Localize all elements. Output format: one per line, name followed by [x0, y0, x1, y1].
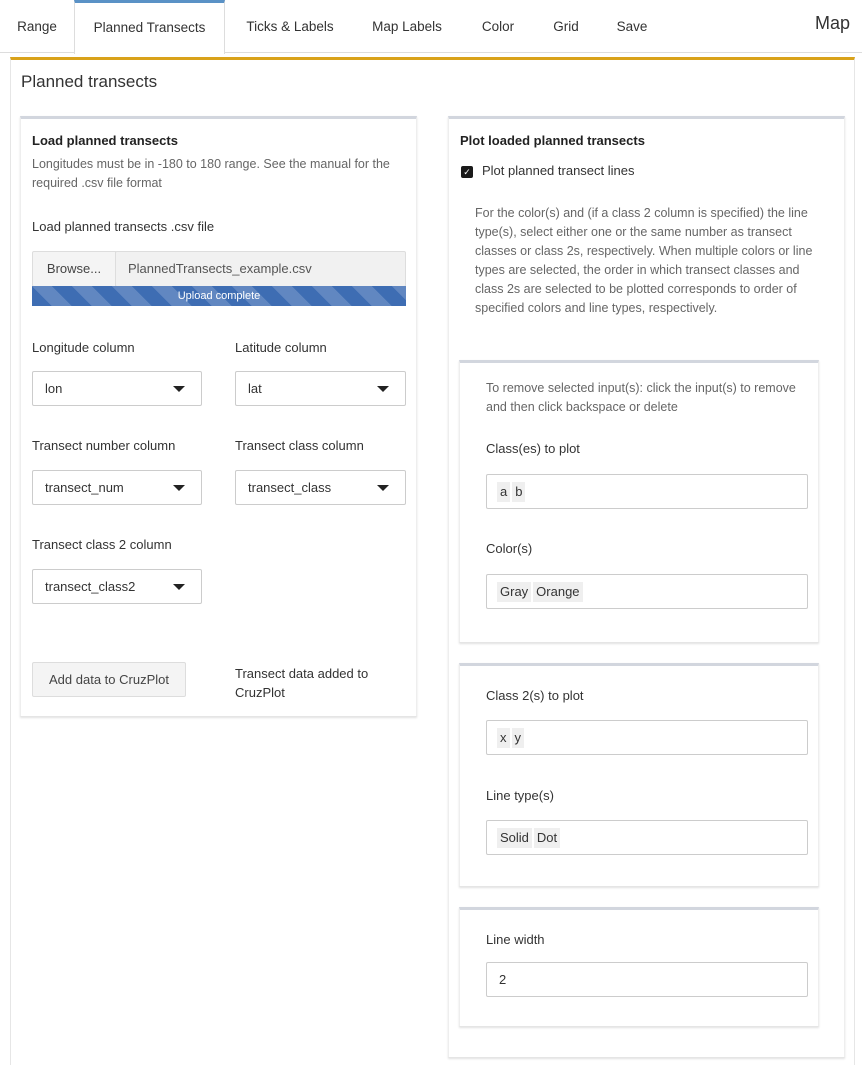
tab-color[interactable]: Color	[481, 19, 515, 34]
tab-planned-transects[interactable]: Planned Transects	[74, 0, 225, 54]
plot-box-title: Plot loaded planned transects	[460, 133, 645, 148]
colors-label: Color(s)	[486, 541, 533, 556]
transect-number-column-label: Transect number column	[32, 438, 176, 453]
transect-class2-column-value: transect_class2	[45, 579, 136, 594]
classes-label: Class(es) to plot	[486, 441, 580, 456]
class2-select[interactable]	[486, 720, 808, 755]
plot-transects-box	[448, 116, 845, 1058]
chevron-down-icon	[377, 386, 389, 392]
tab-grid[interactable]: Grid	[553, 19, 579, 34]
panel-title: Planned transects	[21, 72, 158, 91]
linetype-select[interactable]	[486, 820, 808, 855]
upload-progress-bar: Upload complete	[32, 286, 406, 306]
plot-lines-checkbox[interactable]: ✓	[461, 166, 473, 178]
linetype-chip[interactable]: Solid	[497, 828, 532, 848]
plot-help-text: For the color(s) and (if a class 2 column is specified) the line type(s), select either one or the same number as transect classes or class 2s, respectively. When multiple colors or line types are selected, the order in which transect classes and class 2s are selected to be plotted corresponds to order of specified colors and line types, respectively.	[475, 206, 813, 315]
longitude-column-label: Longitude column	[32, 340, 135, 355]
latitude-column-value: lat	[248, 381, 262, 396]
remove-input-help: To remove selected input(s): click the input(s) to remove and then click backspace or delete	[486, 381, 796, 414]
class2-chip[interactable]: y	[512, 728, 525, 748]
transect-class-column-select[interactable]	[235, 470, 406, 505]
tab-save[interactable]: Save	[616, 19, 648, 34]
linewidth-box	[459, 907, 819, 1027]
transect-class2-column-label: Transect class 2 column	[32, 537, 172, 552]
longitude-column-select[interactable]	[32, 371, 202, 406]
add-data-status: Transect data added to CruzPlot	[235, 666, 369, 700]
tab-bar	[0, 0, 862, 53]
linetype-label: Line type(s)	[486, 788, 554, 803]
planned-transects-panel	[10, 57, 855, 1065]
longitude-column-value: lon	[45, 381, 63, 396]
transect-class-column-label: Transect class column	[235, 438, 364, 453]
class-color-box	[459, 360, 819, 643]
classes-select[interactable]	[486, 474, 808, 509]
tab-header-title: Map	[814, 13, 850, 33]
file-name-field: PlannedTransects_example.csv	[115, 251, 406, 287]
browse-button[interactable]: Browse...	[32, 251, 116, 287]
class-chip[interactable]: a	[497, 482, 510, 502]
file-input-label: Load planned transects .csv file	[32, 219, 215, 234]
colors-select[interactable]	[486, 574, 808, 609]
tab-ticks-labels[interactable]: Ticks & Labels	[246, 19, 334, 34]
plot-lines-checkbox-label: Plot planned transect lines	[482, 163, 635, 178]
transect-number-column-select[interactable]	[32, 470, 202, 505]
color-chip[interactable]: Orange	[533, 582, 582, 602]
transect-class2-column-select[interactable]	[32, 569, 202, 604]
add-data-button[interactable]: Add data to CruzPlot	[32, 662, 186, 697]
latitude-column-label: Latitude column	[235, 340, 327, 355]
transect-class-column-value: transect_class	[248, 480, 332, 495]
class-chip[interactable]: b	[512, 482, 525, 502]
load-help-text: Longitudes must be in -180 to 180 range. See the manual for the required .csv file format	[32, 157, 390, 190]
class2-linetype-box	[459, 663, 819, 887]
linewidth-label: Line width	[486, 932, 545, 947]
transect-number-column-value: transect_num	[45, 480, 124, 495]
chevron-down-icon	[173, 386, 185, 392]
tab-range[interactable]: Range	[17, 19, 57, 34]
chevron-down-icon	[173, 485, 185, 491]
chevron-down-icon	[377, 485, 389, 491]
load-box-title: Load planned transects	[32, 133, 178, 148]
linewidth-input[interactable]: 2	[486, 962, 808, 997]
class2-label: Class 2(s) to plot	[486, 688, 584, 703]
latitude-column-select[interactable]	[235, 371, 406, 406]
color-chip[interactable]: Gray	[497, 582, 531, 602]
class2-chip[interactable]: x	[497, 728, 510, 748]
load-transects-box	[20, 116, 417, 717]
tab-map-labels[interactable]: Map Labels	[372, 19, 442, 34]
linetype-chip[interactable]: Dot	[534, 828, 560, 848]
chevron-down-icon	[173, 584, 185, 590]
